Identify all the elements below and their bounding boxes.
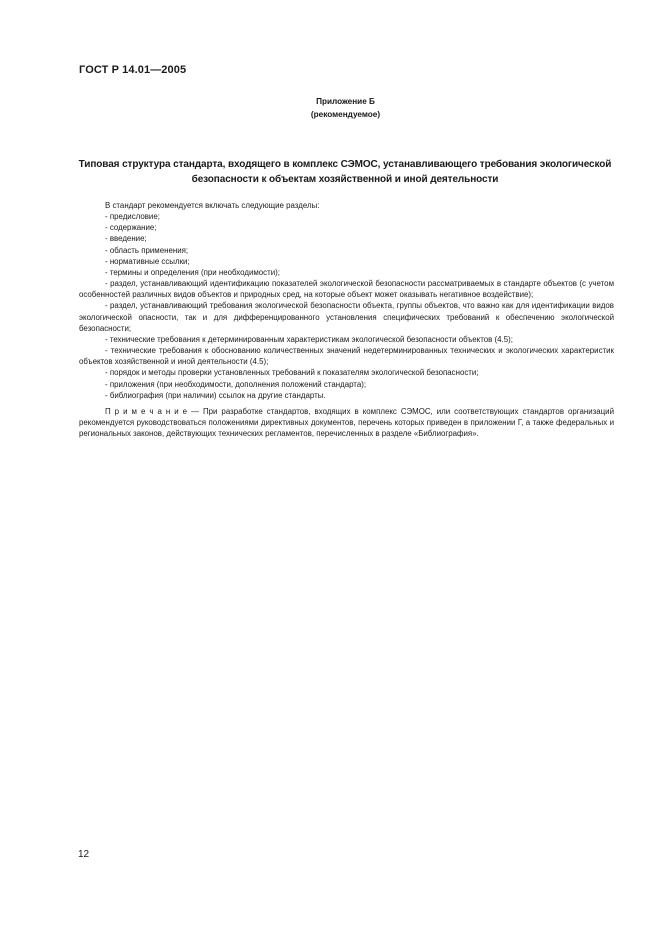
list-item: - библиография (при наличии) ссылок на другие стандарты.: [105, 390, 326, 400]
appendix-subtitle: (рекомендуемое): [310, 110, 381, 119]
list-item: - нормативные ссылки;: [105, 256, 190, 266]
list-item: - порядок и методы проверки установленных требований к показателям экологической безопасности;: [105, 368, 479, 378]
list-item: - область применения;: [105, 245, 189, 255]
list-item: - содержание;: [105, 223, 157, 233]
appendix-title: Приложение Б: [316, 97, 375, 106]
body-text: [79, 200, 614, 439]
list-item: - термины и определения (при необходимости);: [105, 267, 280, 277]
list-item: - раздел, устанавливающий требования экологической безопасности объекта, группы объектов, что важно как для идентификации видов экологической опасности, так и для дифференцированного установления специфических требований к обеспечению экологической безопасности;: [79, 301, 614, 333]
document-id: ГОСТ Р 14.01—2005: [79, 64, 187, 76]
list-item: - введение;: [105, 234, 147, 244]
list-item: - предисловие;: [105, 212, 160, 222]
intro-paragraph: В стандарт рекомендуется включать следующие разделы:: [105, 201, 320, 210]
note-paragraph: П р и м е ч а н и е — При разработке стандартов, входящих в комплекс СЭМОС, или соответствующих стандартов организаций рекомендуется руководствоваться положениями директивных документов, перечень которых приведен в приложении Г, а также федеральных и региональных законов, действующих технических регламентов, перечисленных в разделе «Библиография».: [79, 406, 614, 439]
list-item: - раздел, устанавливающий идентификацию показателей экологической безопасности рассматриваемых в стандарте объектов (с учетом особенностей различных видов объектов и природных сред, на которые объект может оказывать негативное воздействие);: [79, 279, 614, 300]
page-number: 12: [78, 849, 90, 860]
list-item: - технические требования к обоснованию количественных значений недетерминированных технических и экологических характеристик объектов хозяйственной и иной деятельности (4.5);: [79, 346, 614, 367]
list-item: - приложения (при необходимости, дополнения положений стандарта);: [105, 379, 367, 389]
section-title: Типовая структура стандарта, входящего в комплекс СЭМОС, устанавливающего требования экологической безопасности к объектам хозяйственной и иной деятельности: [78, 159, 612, 185]
list-item: - технические требования к детерминированным характеристикам экологической безопасности объектов (4.5);: [105, 334, 513, 344]
